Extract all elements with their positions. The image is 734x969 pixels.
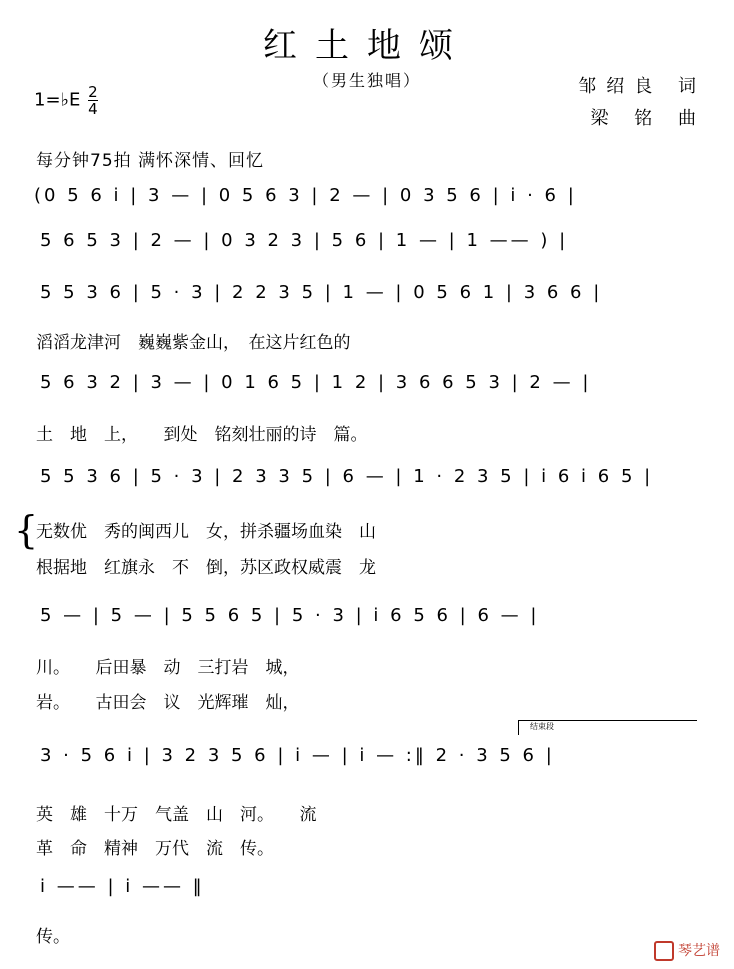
ending-label: 结束段 (530, 722, 554, 731)
key-label: 1=♭E (34, 89, 81, 111)
staff-line-3 (0, 282, 734, 322)
song-subtitle: （男生独唱） (312, 71, 421, 90)
lyric-line-5: 川。 后田暴 动 三打岩 城， (36, 658, 300, 678)
staff-line-1 (0, 185, 734, 225)
lyric-line-2: 土 地 上， 到处 铭刻壮丽的诗 篇。 (36, 425, 368, 445)
lyric-line-3: 无数优 秀的闽西儿 女，拼杀疆场血染 山 (36, 522, 376, 542)
watermark-logo (654, 940, 720, 961)
key-signature (34, 84, 98, 117)
time-numerator: 2 (88, 83, 98, 101)
staff-notes: 5 6 3 2 | 3 — | 0 1 6 5 | 1 2 | 3 6 6 5 3 | 2 — | (40, 372, 592, 393)
verse-brace: { (14, 508, 39, 552)
staff-notes: 5 6 5 3 | 2 — | 0 3 2 3 | 5 6 | 1 — | 1 —— ) | (40, 230, 569, 251)
lyric-line-4: 根据地 红旗永 不 倒，苏区政权威震 龙 (36, 558, 376, 578)
staff-line-2 (0, 230, 734, 270)
staff-line-4 (0, 372, 734, 412)
staff-notes: 3 · 5 6 i | 3 2 3 5 6 | i — | i — :‖ 2 · 3 5 6 | (40, 745, 555, 766)
lyric-line-7: 英 雄 十万 气盖 山 河。 流 (36, 805, 317, 825)
watermark-text: 琴艺谱 (678, 943, 720, 959)
staff-notes: 5 5 3 6 | 5 · 3 | 2 2 3 5 | 1 — | 0 5 6 1 | 3 6 6 | (40, 282, 603, 303)
staff-line-6 (0, 605, 734, 645)
staff-line-7 (0, 745, 734, 785)
lyric-line-1: 滔滔龙津河 巍巍紫金山， 在这片红色的 (36, 333, 351, 353)
tempo-marking: 每分钟75拍 满怀深情、回忆 (36, 151, 265, 171)
time-denominator: 4 (88, 100, 98, 118)
staff-line-8 (0, 876, 734, 916)
staff-notes: (0 5 6 i | 3 — | 0 5 6 3 | 2 — | 0 3 5 6 | i · 6 | (34, 185, 577, 206)
staff-line-5 (0, 466, 734, 506)
time-signature (88, 84, 98, 117)
lyricist-credit: 邹绍良 词 (578, 76, 706, 97)
staff-notes: i —— | i —— ‖ (40, 876, 205, 897)
staff-notes: 5 — | 5 — | 5 5 6 5 | 5 · 3 | i 6 5 6 | 6 — | (40, 605, 540, 626)
logo-icon (654, 941, 674, 961)
lyric-line-8: 革 命 精神 万代 流 传。 (36, 839, 274, 859)
song-title: 红土地颂 (263, 26, 471, 66)
lyric-line-9: 传。 (36, 927, 70, 947)
staff-notes: 5 5 3 6 | 5 · 3 | 2 3 3 5 | 6 — | 1 · 2 3 5 | i 6 i 6 5 | (40, 466, 654, 487)
composer-credit: 梁 铭 曲 (590, 108, 706, 129)
lyric-line-6: 岩。 古田会 议 光辉璀 灿， (36, 693, 300, 713)
